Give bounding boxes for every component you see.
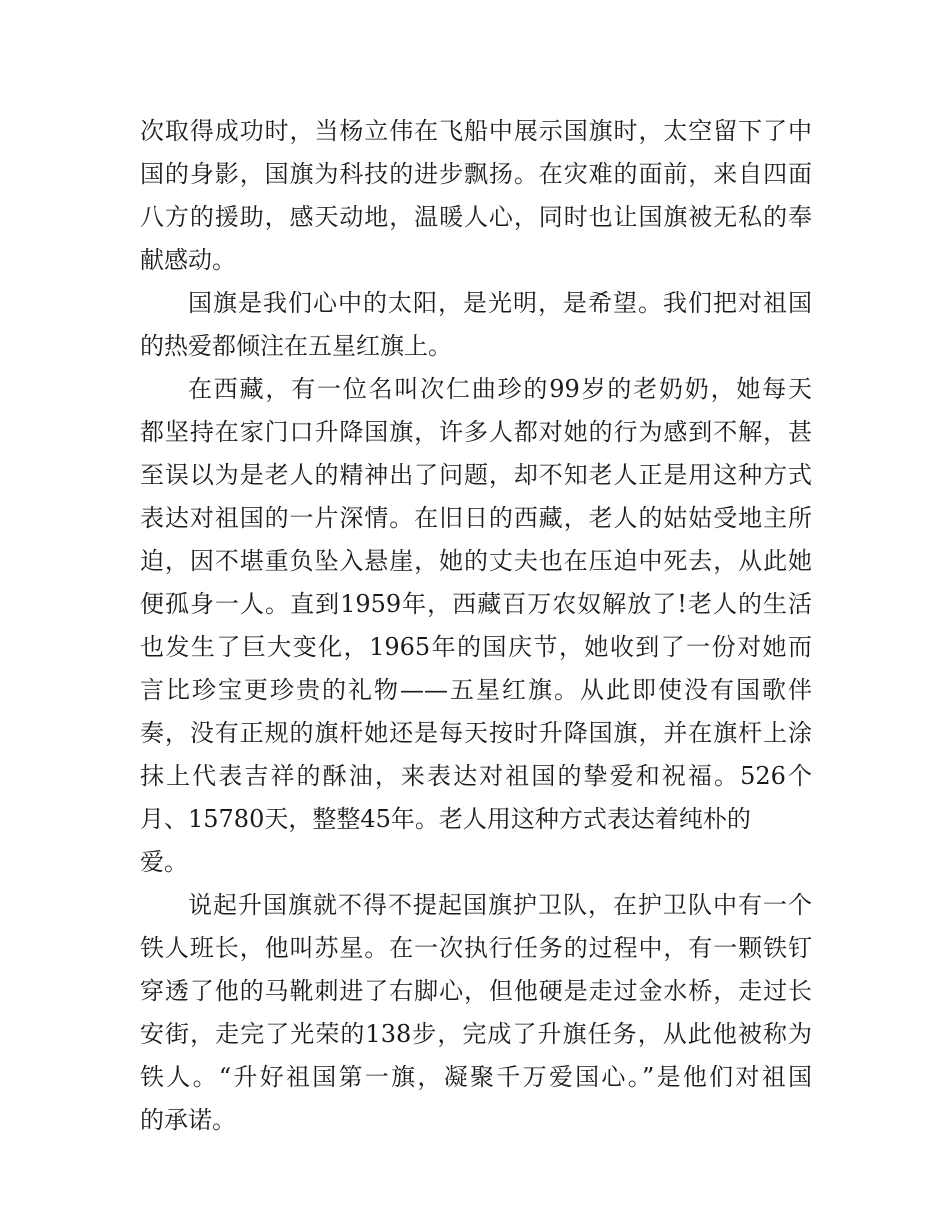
paragraph-2 (140, 282, 812, 368)
text-line: 迫，因不堪重负坠入悬崖，她的丈夫也在压迫中死去，从此她 (140, 547, 812, 575)
paragraph-4 (140, 884, 812, 1142)
text-line: 表达对祖国的一片深情。在旧日的西藏，老人的姑姑受地主所 (140, 504, 812, 532)
text-line: 抹上代表吉祥的酥油，来表达对祖国的挚爱和祝福。526个 (140, 762, 812, 790)
text-line: 说起升国旗就不得不提起国旗护卫队，在护卫队中有一个 (188, 891, 812, 919)
text-line: 奏，没有正规的旗杆她还是每天按时升降国旗，并在旗杆上涂 (140, 719, 812, 747)
text-line: 铁人。“升好祖国第一旗，凝聚千万爱国心。”是他们对祖国 (140, 1063, 812, 1091)
text-line: 月、15780天，整整45年。老人用这种方式表达着纯朴的 (140, 805, 751, 833)
text-line: 献感动。 (140, 246, 236, 274)
text-line: 国的身影，国旗为科技的进步飘扬。在灾难的面前，来自四面 (140, 160, 812, 188)
text-line: 也发生了巨大变化，1965年的国庆节，她收到了一份对她而 (140, 633, 812, 661)
text-line: 铁人班长，他叫苏星。在一次执行任务的过程中，有一颗铁钉 (140, 934, 812, 962)
paragraph-1 (140, 110, 812, 282)
document-body (140, 110, 812, 1142)
text-line: 的承诺。 (140, 1106, 236, 1134)
text-line: 言比珍宝更珍贵的礼物——五星红旗。从此即使没有国歌伴 (140, 676, 812, 704)
text-line: 次取得成功时，当杨立伟在飞船中展示国旗时，太空留下了中 (140, 117, 812, 145)
text-line: 的热爱都倾注在五星红旗上。 (140, 332, 452, 360)
text-line: 穿透了他的马靴刺进了右脚心，但他硬是走过金水桥，走过长 (140, 977, 812, 1005)
text-line: 至误以为是老人的精神出了问题，却不知老人正是用这种方式 (140, 461, 812, 489)
text-line: 便孤身一人。直到1959年，西藏百万农奴解放了!老人的生活 (140, 590, 812, 618)
text-line: 八方的援助，感天动地，温暖人心，同时也让国旗被无私的奉 (140, 203, 812, 231)
text-line: 爱。 (140, 848, 188, 876)
text-line: 国旗是我们心中的太阳，是光明，是希望。我们把对祖国 (188, 289, 812, 317)
text-line: 安街，走完了光荣的138步，完成了升旗任务，从此他被称为 (140, 1020, 812, 1048)
text-line: 都坚持在家门口升降国旗，许多人都对她的行为感到不解，甚 (140, 418, 812, 446)
text-line: 在西藏，有一位名叫次仁曲珍的99岁的老奶奶，她每天 (188, 375, 812, 403)
paragraph-3 (140, 368, 812, 884)
